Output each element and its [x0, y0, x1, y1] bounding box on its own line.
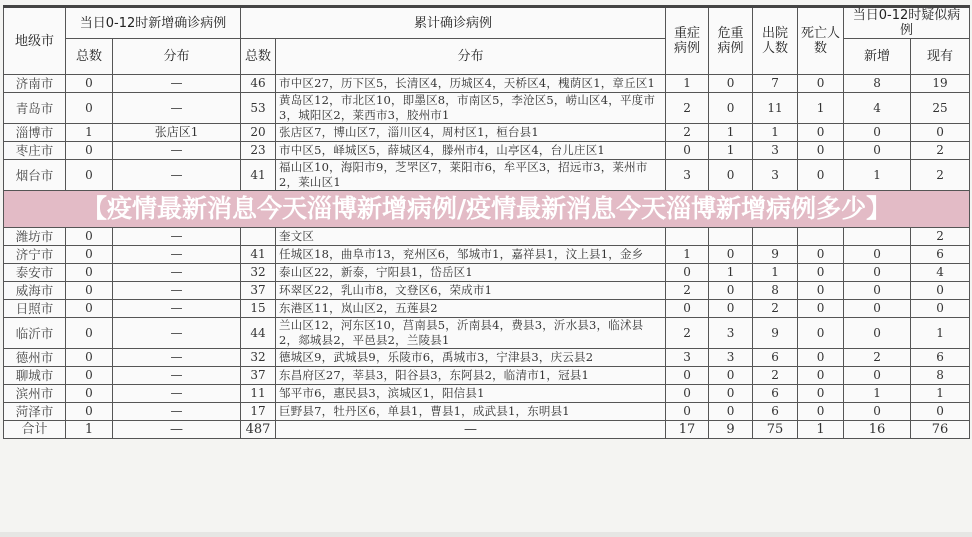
cell-new-dist: —	[113, 403, 241, 421]
cell-critical: 0	[709, 385, 753, 403]
cell-cum-total: 41	[241, 160, 276, 191]
cell-cum-dist: 黄岛区12，市北区10，即墨区8，市南区5，李沧区5，崂山区4，平度市3，城阳区2，莱西市3，胶州市1	[276, 93, 666, 124]
cell-suspect-new	[844, 228, 911, 246]
header-cum-dist: 分布	[276, 39, 666, 75]
cell-severe: 1	[666, 75, 709, 93]
cell-cum-dist: —	[276, 421, 666, 439]
cell-severe: 2	[666, 282, 709, 300]
cell-new-total: 0	[66, 142, 113, 160]
cell-cum-dist: 市中区5，峄城区5，薛城区4，滕州市4，山亭区4，台儿庄区1	[276, 142, 666, 160]
cell-severe	[666, 228, 709, 246]
cell-new-dist: —	[113, 75, 241, 93]
cell-new-dist: —	[113, 421, 241, 439]
cell-deaths: 0	[798, 264, 844, 282]
cell-suspect-current: 8	[911, 367, 970, 385]
cell-cum-total: 11	[241, 385, 276, 403]
cell-cum-total: 17	[241, 403, 276, 421]
cell-cum-dist: 东港区11，岚山区2，五莲县2	[276, 300, 666, 318]
cell-city: 菏泽市	[4, 403, 66, 421]
cell-cum-dist: 泰山区22，新泰，宁阳县1，岱岳区1	[276, 264, 666, 282]
cell-new-total: 0	[66, 385, 113, 403]
cell-deaths: 0	[798, 282, 844, 300]
cell-new-total: 0	[66, 264, 113, 282]
cell-discharged: 2	[753, 367, 798, 385]
cell-cum-total: 487	[241, 421, 276, 439]
cell-deaths: 1	[798, 421, 844, 439]
cell-suspect-current: 1	[911, 318, 970, 349]
cell-new-dist: —	[113, 228, 241, 246]
cell-city: 德州市	[4, 349, 66, 367]
cell-cum-total: 53	[241, 93, 276, 124]
cell-new-total: 1	[66, 421, 113, 439]
cell-cum-total: 15	[241, 300, 276, 318]
table-row	[4, 124, 970, 142]
cell-new-dist: —	[113, 160, 241, 191]
cell-suspect-current: 2	[911, 228, 970, 246]
table-row	[4, 228, 970, 246]
cell-city: 济宁市	[4, 246, 66, 264]
cell-new-total: 0	[66, 160, 113, 191]
cell-suspect-current: 6	[911, 349, 970, 367]
cell-suspect-new: 1	[844, 160, 911, 191]
cell-severe: 2	[666, 124, 709, 142]
cell-deaths: 0	[798, 385, 844, 403]
cell-city: 临沂市	[4, 318, 66, 349]
cell-suspect-current: 2	[911, 160, 970, 191]
cell-city: 威海市	[4, 282, 66, 300]
cell-discharged: 6	[753, 385, 798, 403]
cell-cum-dist: 福山区10，海阳市9，芝罘区7，莱阳市6，牟平区3，招远市3，莱州市2，莱山区1	[276, 160, 666, 191]
cell-city: 烟台市	[4, 160, 66, 191]
cell-severe: 0	[666, 385, 709, 403]
cell-city: 枣庄市	[4, 142, 66, 160]
cell-discharged: 3	[753, 142, 798, 160]
table-row	[4, 246, 970, 264]
cell-cum-total: 20	[241, 124, 276, 142]
title-banner	[4, 191, 970, 228]
cell-suspect-current: 2	[911, 142, 970, 160]
cell-suspect-current: 6	[911, 246, 970, 264]
cell-cum-total: 46	[241, 75, 276, 93]
cell-severe: 3	[666, 160, 709, 191]
cell-discharged: 6	[753, 349, 798, 367]
cell-deaths: 1	[798, 93, 844, 124]
cell-critical: 0	[709, 300, 753, 318]
cell-deaths: 0	[798, 124, 844, 142]
cell-suspect-new: 0	[844, 124, 911, 142]
cell-discharged: 9	[753, 318, 798, 349]
cell-new-total: 0	[66, 93, 113, 124]
cell-suspect-current: 76	[911, 421, 970, 439]
cell-city: 潍坊市	[4, 228, 66, 246]
cell-new-dist: —	[113, 385, 241, 403]
cell-city: 合计	[4, 421, 66, 439]
cell-critical: 0	[709, 403, 753, 421]
cell-city: 济南市	[4, 75, 66, 93]
cell-cum-dist: 张店区7，博山区7，淄川区4，周村区1，桓台县1	[276, 124, 666, 142]
cell-suspect-new: 0	[844, 282, 911, 300]
cell-suspect-new: 8	[844, 75, 911, 93]
cell-cum-total: 32	[241, 264, 276, 282]
cell-cum-total: 37	[241, 367, 276, 385]
cell-cum-dist: 奎文区	[276, 228, 666, 246]
cell-new-total: 0	[66, 246, 113, 264]
cell-severe: 2	[666, 93, 709, 124]
cell-cum-dist: 邹平市6，惠民县3，滨城区1，阳信县1	[276, 385, 666, 403]
cell-suspect-new: 0	[844, 403, 911, 421]
cell-discharged: 2	[753, 300, 798, 318]
header-new-dist: 分布	[113, 39, 241, 75]
cell-suspect-new: 0	[844, 367, 911, 385]
cell-severe: 0	[666, 142, 709, 160]
header-suspect-new: 新增	[844, 39, 911, 75]
cell-city: 青岛市	[4, 93, 66, 124]
cell-deaths: 0	[798, 160, 844, 191]
cell-suspect-new: 0	[844, 246, 911, 264]
header-deaths: 死亡人数	[798, 7, 844, 75]
cell-critical: 3	[709, 318, 753, 349]
header-suspect-current: 现有	[911, 39, 970, 75]
table-row	[4, 300, 970, 318]
cell-city: 淄博市	[4, 124, 66, 142]
cell-suspect-current: 0	[911, 282, 970, 300]
cell-deaths: 0	[798, 349, 844, 367]
cell-severe: 0	[666, 367, 709, 385]
cell-new-dist: —	[113, 349, 241, 367]
header-new-total: 总数	[66, 39, 113, 75]
cell-deaths: 0	[798, 300, 844, 318]
table-row	[4, 367, 970, 385]
cell-cum-total: 44	[241, 318, 276, 349]
cell-city: 泰安市	[4, 264, 66, 282]
cell-suspect-new: 1	[844, 385, 911, 403]
cell-cum-dist: 东昌府区27，莘县3，阳谷县3，东阿县2，临清市1，冠县1	[276, 367, 666, 385]
cell-new-dist: —	[113, 142, 241, 160]
cell-suspect-current: 4	[911, 264, 970, 282]
cell-severe: 1	[666, 246, 709, 264]
cell-cum-dist: 任城区18，曲阜市13，兖州区6，邹城市1，嘉祥县1，汶上县1，金乡	[276, 246, 666, 264]
header-cum-group: 累计确诊病例	[241, 7, 666, 39]
cell-new-total: 0	[66, 75, 113, 93]
cell-critical: 0	[709, 246, 753, 264]
cell-suspect-current: 0	[911, 300, 970, 318]
table-row	[4, 75, 970, 93]
header-severe: 重症病例	[666, 7, 709, 75]
cell-discharged: 1	[753, 264, 798, 282]
table-row	[4, 264, 970, 282]
cell-cum-total: 23	[241, 142, 276, 160]
cell-new-total: 0	[66, 228, 113, 246]
cell-new-dist: —	[113, 367, 241, 385]
cell-severe: 0	[666, 300, 709, 318]
header-suspect-group: 当日0-12时疑似病例	[844, 7, 970, 39]
total-row	[4, 421, 970, 439]
cell-critical: 0	[709, 160, 753, 191]
cell-critical: 3	[709, 349, 753, 367]
table-row	[4, 403, 970, 421]
cell-cum-dist: 德城区9，武城县9，乐陵市6，禹城市3，宁津县3，庆云县2	[276, 349, 666, 367]
cell-discharged: 11	[753, 93, 798, 124]
cell-city: 滨州市	[4, 385, 66, 403]
header-cum-total: 总数	[241, 39, 276, 75]
table-row	[4, 93, 970, 124]
cell-critical: 1	[709, 264, 753, 282]
cell-suspect-current: 25	[911, 93, 970, 124]
cell-new-total: 0	[66, 282, 113, 300]
cell-deaths: 0	[798, 367, 844, 385]
table-row	[4, 385, 970, 403]
cell-cum-total	[241, 228, 276, 246]
cell-new-total: 1	[66, 124, 113, 142]
cell-deaths: 0	[798, 318, 844, 349]
table-row	[4, 349, 970, 367]
cell-discharged: 7	[753, 75, 798, 93]
cell-deaths: 0	[798, 246, 844, 264]
cell-critical: 0	[709, 282, 753, 300]
cell-new-total: 0	[66, 349, 113, 367]
cell-suspect-current: 1	[911, 385, 970, 403]
cell-cum-dist: 巨野县7，牡丹区6，单县1，曹县1，成武县1，东明县1	[276, 403, 666, 421]
cell-suspect-new: 0	[844, 300, 911, 318]
cell-critical: 1	[709, 124, 753, 142]
cell-cum-total: 37	[241, 282, 276, 300]
header-discharged: 出院人数	[753, 7, 798, 75]
cell-new-dist: —	[113, 93, 241, 124]
cell-discharged: 3	[753, 160, 798, 191]
banner-cell	[4, 191, 970, 228]
header-critical: 危重病例	[709, 7, 753, 75]
cell-deaths	[798, 228, 844, 246]
cell-critical	[709, 228, 753, 246]
cell-discharged: 9	[753, 246, 798, 264]
cell-critical: 0	[709, 367, 753, 385]
cell-deaths: 0	[798, 403, 844, 421]
cell-severe: 17	[666, 421, 709, 439]
cell-suspect-current: 19	[911, 75, 970, 93]
table-row	[4, 142, 970, 160]
cell-critical: 9	[709, 421, 753, 439]
cell-suspect-new: 16	[844, 421, 911, 439]
table-row	[4, 318, 970, 349]
cell-deaths: 0	[798, 75, 844, 93]
cell-suspect-new: 0	[844, 264, 911, 282]
cell-cum-dist: 市中区27，历下区5，长清区4，历城区4，天桥区4，槐荫区1，章丘区1	[276, 75, 666, 93]
cell-critical: 0	[709, 93, 753, 124]
cell-new-dist: —	[113, 300, 241, 318]
cell-city: 聊城市	[4, 367, 66, 385]
cell-new-dist: —	[113, 282, 241, 300]
cell-cum-total: 32	[241, 349, 276, 367]
cell-new-dist: —	[113, 318, 241, 349]
cell-critical: 0	[709, 75, 753, 93]
covid-cases-table	[3, 5, 970, 439]
table-row	[4, 160, 970, 191]
cell-new-dist: —	[113, 246, 241, 264]
cell-new-total: 0	[66, 318, 113, 349]
header-city: 地级市	[4, 7, 66, 75]
cell-new-total: 0	[66, 403, 113, 421]
cell-severe: 0	[666, 403, 709, 421]
cell-cum-total: 41	[241, 246, 276, 264]
banner-text: 【疫情最新消息今天淄博新增病例/疫情最新消息今天淄博新增病例多少】	[81, 194, 892, 223]
cell-discharged: 6	[753, 403, 798, 421]
cell-suspect-current: 0	[911, 403, 970, 421]
cell-critical: 1	[709, 142, 753, 160]
cell-cum-dist: 环翠区22，乳山市8，文登区6，荣成市1	[276, 282, 666, 300]
cell-severe: 0	[666, 264, 709, 282]
cell-suspect-current: 0	[911, 124, 970, 142]
cell-new-total: 0	[66, 300, 113, 318]
cell-deaths: 0	[798, 142, 844, 160]
cell-severe: 2	[666, 318, 709, 349]
cell-suspect-new: 0	[844, 318, 911, 349]
cell-severe: 3	[666, 349, 709, 367]
cell-suspect-new: 4	[844, 93, 911, 124]
cell-city: 日照市	[4, 300, 66, 318]
cell-discharged	[753, 228, 798, 246]
cell-discharged: 8	[753, 282, 798, 300]
footer-divider	[0, 532, 972, 537]
cell-new-dist: —	[113, 264, 241, 282]
table-row	[4, 282, 970, 300]
cell-cum-dist: 兰山区12，河东区10，莒南县5，沂南县4，费县3，沂水县3，临沭县2，郯城县2，平邑县2，兰陵县1	[276, 318, 666, 349]
header-new-group: 当日0-12时新增确诊病例	[66, 7, 241, 39]
cell-new-dist: 张店区1	[113, 124, 241, 142]
cell-discharged: 75	[753, 421, 798, 439]
cell-new-total: 0	[66, 367, 113, 385]
cell-discharged: 1	[753, 124, 798, 142]
cell-suspect-new: 2	[844, 349, 911, 367]
cell-suspect-new: 0	[844, 142, 911, 160]
